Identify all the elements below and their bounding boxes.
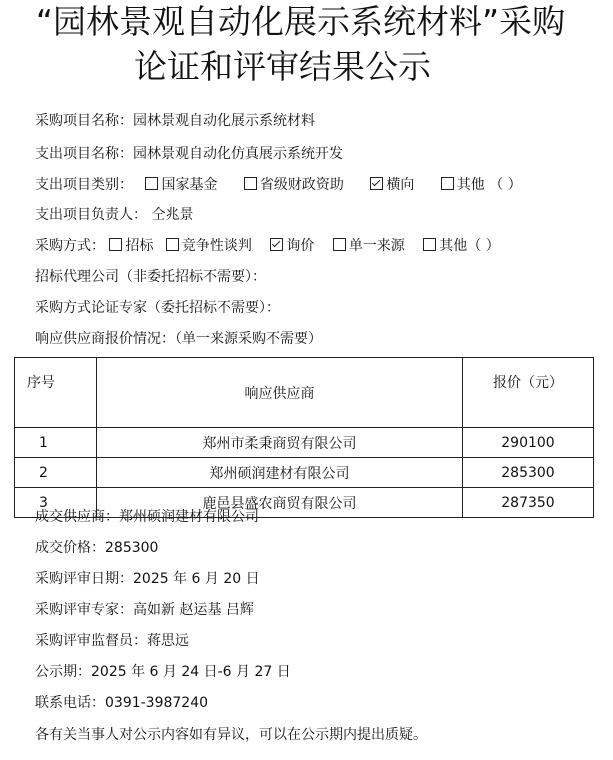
cell-price: 287350 — [463, 488, 594, 518]
cell-index: 2 — [15, 458, 97, 488]
category-option-horizontal[interactable]: 横向 — [370, 176, 414, 194]
checkbox-icon — [441, 177, 454, 190]
method-option-inquiry[interactable]: 询价 — [270, 237, 314, 255]
agency-label: 招标代理公司（非委托招标不需要）： — [35, 269, 266, 285]
cell-supplier: 郑州市柔秉商贸有限公司 — [97, 428, 463, 458]
checkbox-icon — [423, 238, 436, 251]
header-index: 序号 — [15, 358, 97, 428]
checked-checkbox-icon — [270, 238, 283, 251]
category-option-provincial[interactable]: 省级财政资助 — [244, 176, 344, 194]
category-option-national[interactable]: 国家基金 — [145, 176, 217, 194]
objection-notice: 各有关当事人对公示内容如有异议，可以在公示期内提出质疑。 — [35, 727, 427, 743]
method-option-single-source[interactable]: 单一来源 — [333, 237, 405, 255]
category-label: 支出项目类别： — [35, 177, 133, 193]
cell-price: 290100 — [463, 428, 594, 458]
header-supplier: 响应供应商 — [97, 358, 463, 428]
publicity-period: 公示期：2025 年 6 月 24 日-6 月 27 日 — [35, 664, 291, 680]
method-row — [35, 237, 500, 255]
checkbox-icon — [109, 238, 122, 251]
cell-supplier: 郑州硕润建材有限公司 — [97, 458, 463, 488]
review-supervisor: 采购评审监督员：蒋思远 — [35, 633, 189, 649]
contact-phone: 联系电话：0391-3987240 — [35, 695, 209, 711]
review-date: 采购评审日期：2025 年 6 月 20 日 — [35, 571, 260, 587]
checked-checkbox-icon — [370, 177, 383, 190]
winning-supplier: 成交供应商：郑州硕润建材有限公司 — [35, 509, 259, 525]
method-option-negotiation[interactable]: 竞争性谈判 — [166, 237, 252, 255]
checkbox-icon — [145, 177, 158, 190]
table-row — [15, 428, 594, 458]
checkbox-icon — [244, 177, 257, 190]
header-price: 报价（元） — [463, 358, 594, 428]
method-option-other[interactable]: 其他（ ） — [423, 237, 499, 255]
project-leader: 支出项目负责人： 仝兆景 — [35, 207, 194, 223]
page-title-line-2: 论证和评审结果公示 — [134, 47, 431, 86]
category-option-other[interactable]: 其他 （ ） — [441, 176, 522, 194]
page-title-line-1: “园林景观自动化展示系统材料”采购 — [35, 2, 566, 41]
table-header-row — [15, 358, 594, 428]
expense-name: 支出项目名称：园林景观自动化仿真展示系统开发 — [35, 146, 343, 162]
cell-price: 285300 — [463, 458, 594, 488]
checkbox-icon — [166, 238, 179, 251]
cell-index: 1 — [15, 428, 97, 458]
project-name: 采购项目名称：园林景观自动化展示系统材料 — [35, 113, 315, 129]
experts-label: 采购方式论证专家（委托招标不需要）： — [35, 300, 280, 316]
cell-index: 3 — [15, 488, 97, 518]
method-label: 采购方式： — [35, 238, 105, 254]
review-experts: 采购评审专家：高如新 赵运基 吕辉 — [35, 602, 254, 618]
winning-price: 成交价格：285300 — [35, 540, 159, 556]
category-row — [35, 176, 522, 194]
quotes-table — [14, 357, 594, 518]
quotes-label: 响应供应商报价情况：（单一来源采购不需要） — [35, 331, 322, 347]
table-row — [15, 458, 594, 488]
cell-supplier: 鹿邑县盛农商贸有限公司 — [97, 488, 463, 518]
checkbox-icon — [333, 238, 346, 251]
method-option-tender[interactable]: 招标 — [109, 237, 153, 255]
